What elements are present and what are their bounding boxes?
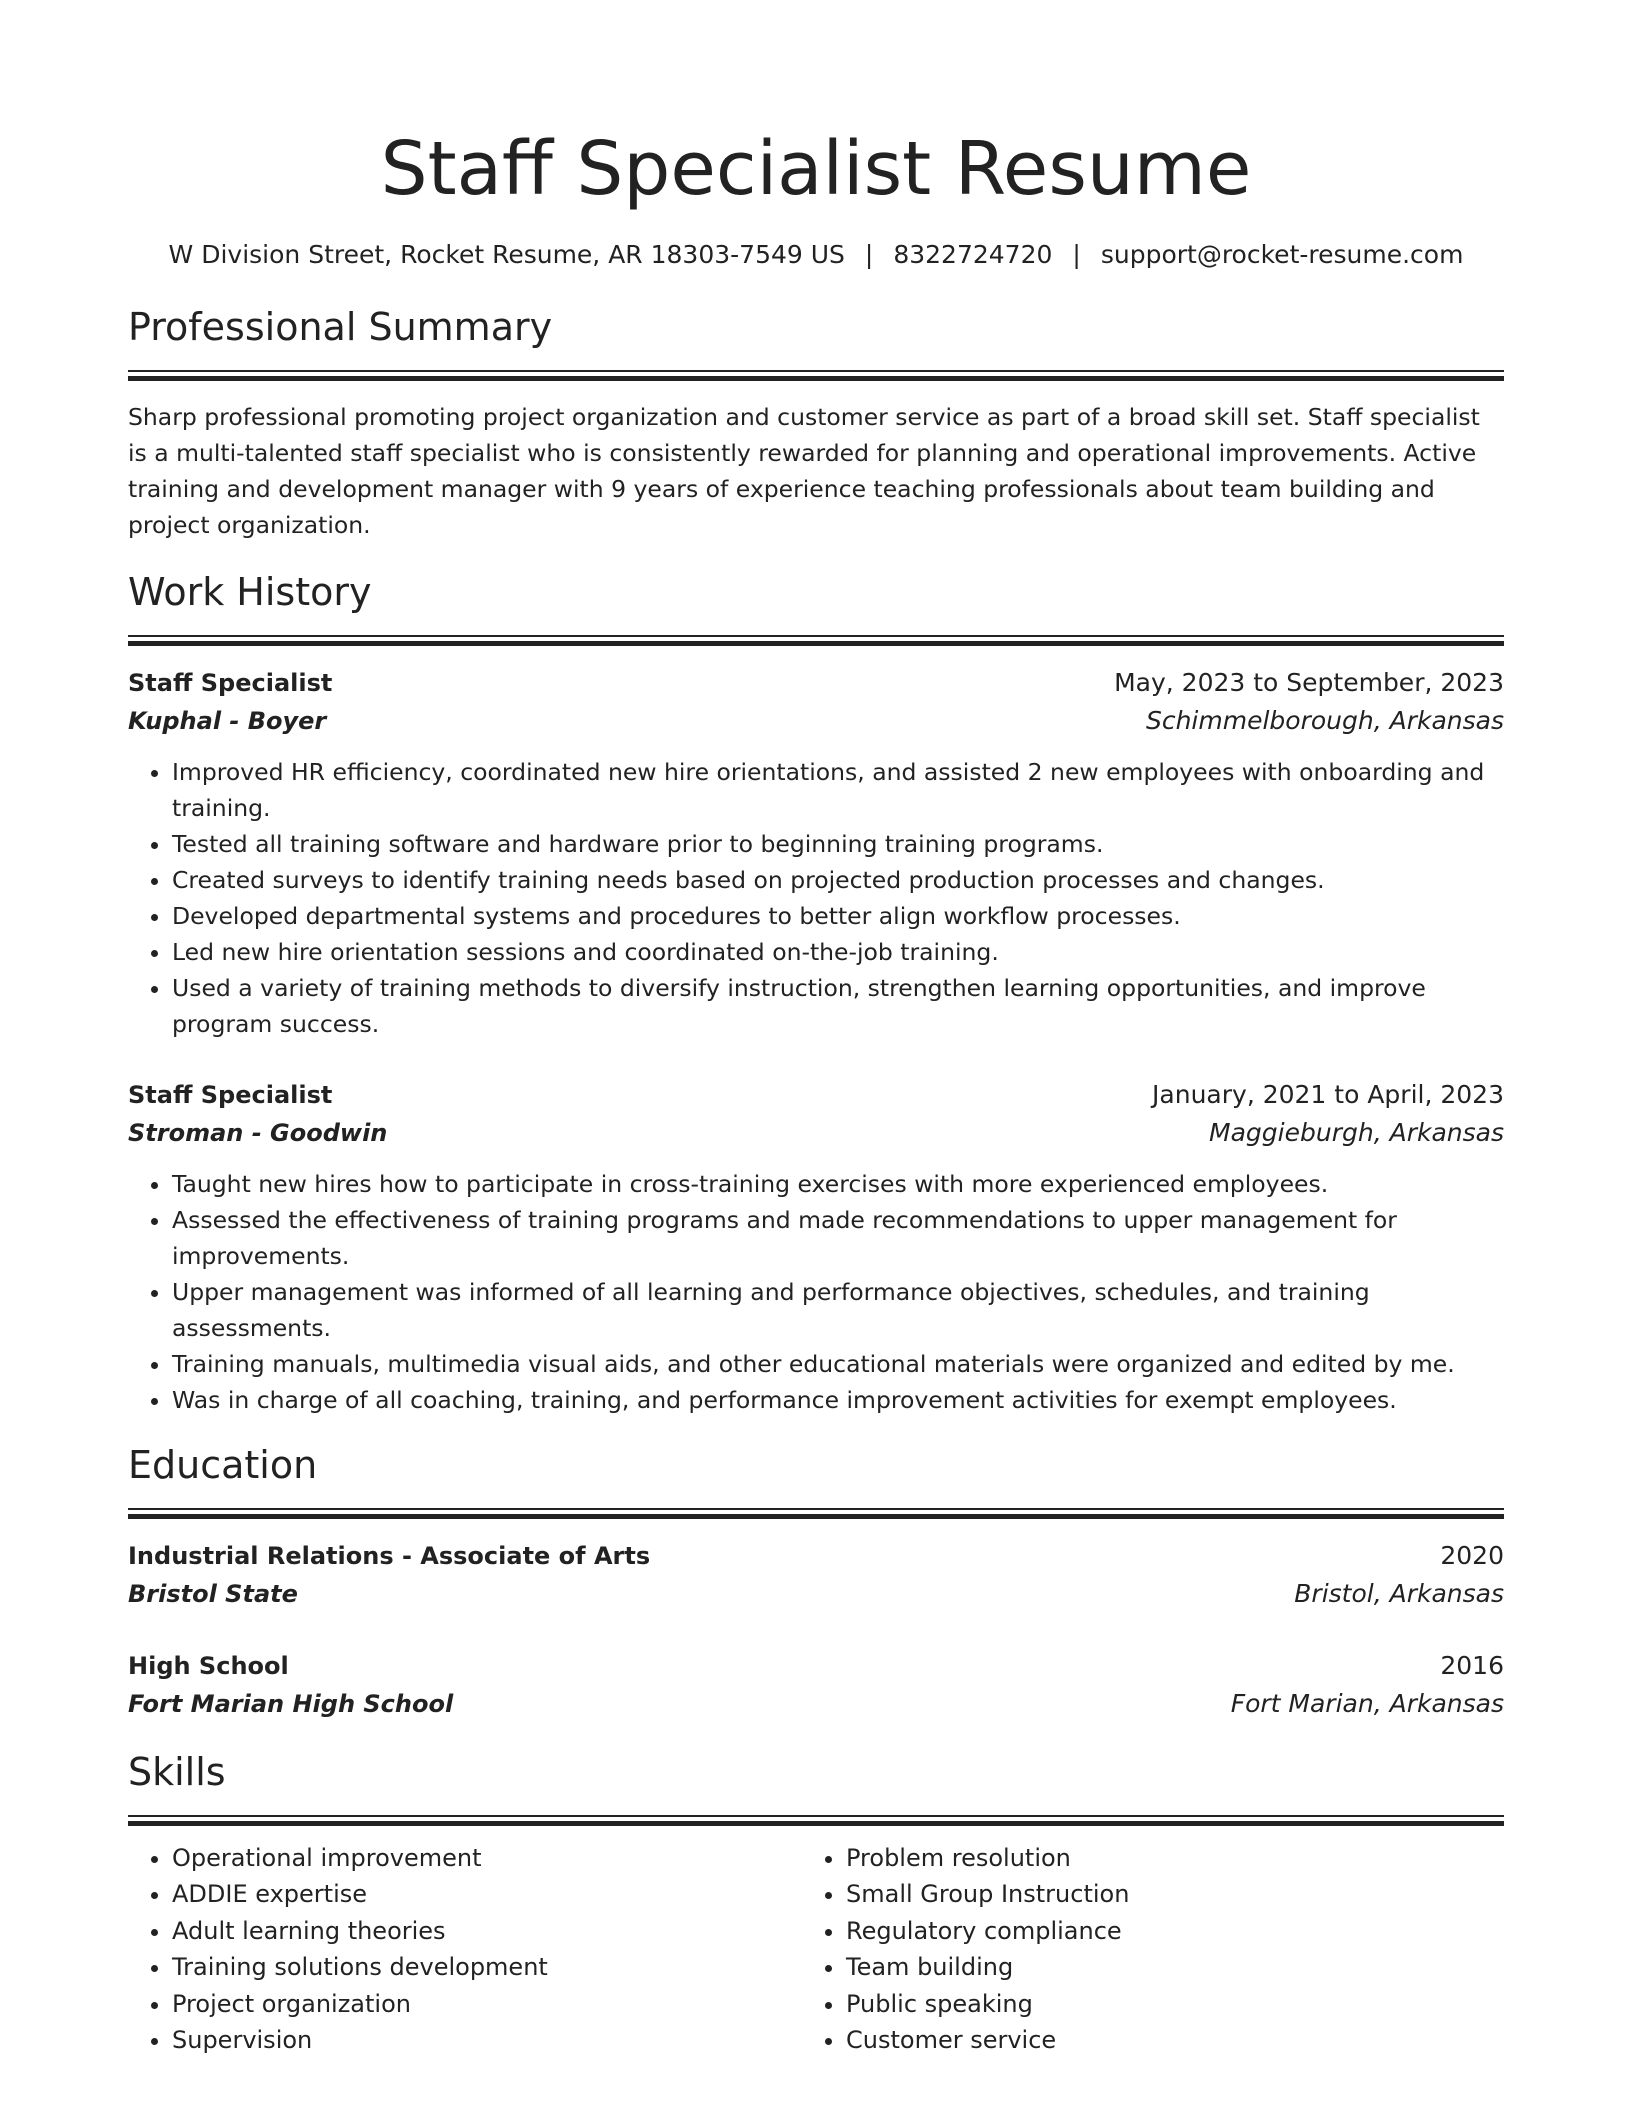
education-school-row [128, 1685, 1504, 1723]
contact-email[interactable]: support@rocket-resume.com [1100, 240, 1464, 269]
education-location: Fort Marian, Arkansas [1230, 1688, 1504, 1718]
work-section-header [128, 567, 1504, 646]
skills-section-header [128, 1747, 1504, 1826]
job-bullet: • Used a variety of training methods to diversify instruction, strengthen learning opportunities, and improve program success. [172, 970, 1504, 1042]
education-entry [128, 1537, 1504, 1613]
job-bullet: • Assessed the effectiveness of training programs and made recommendations to upper management for improvements. [172, 1202, 1504, 1274]
education-year: 2016 [1440, 1650, 1504, 1680]
education-header-row [128, 1647, 1504, 1685]
job-location: Schimmelborough, Arkansas [1145, 705, 1504, 735]
summary-heading: Professional Summary [128, 305, 553, 349]
job-bullet: • Upper management was informed of all learning and performance objectives, schedules, and training assessments. [172, 1274, 1504, 1346]
summary-section-header [128, 302, 1504, 381]
skill-item: • Problem resolution [846, 1840, 1476, 1877]
education-degree: High School [128, 1651, 289, 1680]
job-title: Staff Specialist [128, 668, 333, 697]
skills-heading: Skills [128, 1749, 226, 1794]
job-title: Staff Specialist [128, 1080, 333, 1109]
education-school: Bristol State [128, 1579, 298, 1608]
skills-column-right [802, 1840, 1476, 2059]
contact-line [128, 238, 1504, 272]
skills-column-left [128, 1840, 802, 2059]
skill-item: • Project organization [172, 1986, 802, 2023]
skill-item: • Operational improvement [172, 1840, 802, 1877]
skills-list [128, 1840, 1504, 2059]
skill-item: • Regulatory compliance [846, 1913, 1476, 1950]
section-divider [128, 1815, 1504, 1826]
job-bullet: • Was in charge of all coaching, training, and performance improvement activities for exempt employees. [172, 1382, 1504, 1418]
job-company: Kuphal - Boyer [128, 706, 327, 735]
job-bullet: • Tested all training software and hardware prior to beginning training programs. [172, 826, 1504, 862]
job-company: Stroman - Goodwin [128, 1118, 388, 1147]
education-location: Bristol, Arkansas [1294, 1578, 1504, 1608]
job-bullet: • Training manuals, multimedia visual aids, and other educational materials were organized and edited by me. [172, 1346, 1504, 1382]
job-company-row [128, 1114, 1504, 1152]
education-header-row [128, 1537, 1504, 1575]
job-dates: May, 2023 to September, 2023 [1114, 667, 1504, 697]
job-bullet: • Improved HR efficiency, coordinated new hire orientations, and assisted 2 new employees with onboarding and training. [172, 754, 1504, 826]
section-divider [128, 635, 1504, 646]
contact-separator: | [864, 240, 874, 269]
skill-item: • Team building [846, 1949, 1476, 1986]
skill-item: • Supervision [172, 2022, 802, 2059]
job-entry [128, 1076, 1504, 1418]
work-heading: Work History [128, 569, 372, 614]
education-school-row [128, 1575, 1504, 1613]
section-divider [128, 1508, 1504, 1519]
education-degree: Industrial Relations - Associate of Arts [128, 1541, 651, 1570]
job-bullet: • Led new hire orientation sessions and coordinated on-the-job training. [172, 934, 1504, 970]
education-heading: Education [128, 1442, 318, 1487]
contact-address: W Division Street, Rocket Resume, AR 18303-7549 US [168, 240, 845, 269]
skill-item: • Public speaking [846, 1986, 1476, 2023]
job-bullets [128, 1166, 1504, 1418]
job-bullet: • Taught new hires how to participate in cross-training exercises with more experienced employees. [172, 1166, 1504, 1202]
skill-item: • ADDIE expertise [172, 1876, 802, 1913]
education-section-header [128, 1440, 1504, 1519]
resume-content [128, 0, 1504, 2059]
job-header-row [128, 664, 1504, 702]
job-entry [128, 664, 1504, 1042]
skill-item: • Adult learning theories [172, 1913, 802, 1950]
page-title: Staff Specialist Resume [380, 126, 1252, 212]
contact-phone: 8322724720 [893, 240, 1053, 269]
summary-text: Sharp professional promoting project organization and customer service as part of a broad skill set. Staff specialist is a multi-talented staff specialist who is consistently rewarded for planning and operational improvements. Active training and development manager with 9 years of experience teaching professionals about team building and project organization. [128, 403, 1480, 539]
job-bullet: • Developed departmental systems and procedures to better align workflow processes. [172, 898, 1504, 934]
job-dates: January, 2021 to April, 2023 [1152, 1079, 1504, 1109]
job-bullets [128, 754, 1504, 1042]
job-location: Maggieburgh, Arkansas [1209, 1117, 1504, 1147]
skill-item: • Training solutions development [172, 1949, 802, 1986]
education-entry [128, 1647, 1504, 1723]
education-school: Fort Marian High School [128, 1689, 454, 1718]
contact-separator: | [1072, 240, 1081, 269]
job-company-row [128, 702, 1504, 740]
education-year: 2020 [1440, 1540, 1504, 1570]
skill-item: • Small Group Instruction [846, 1876, 1476, 1913]
job-bullet: • Created surveys to identify training needs based on projected production processes and changes. [172, 862, 1504, 898]
job-header-row [128, 1076, 1504, 1114]
skill-item: • Customer service [846, 2022, 1476, 2059]
section-divider [128, 370, 1504, 381]
